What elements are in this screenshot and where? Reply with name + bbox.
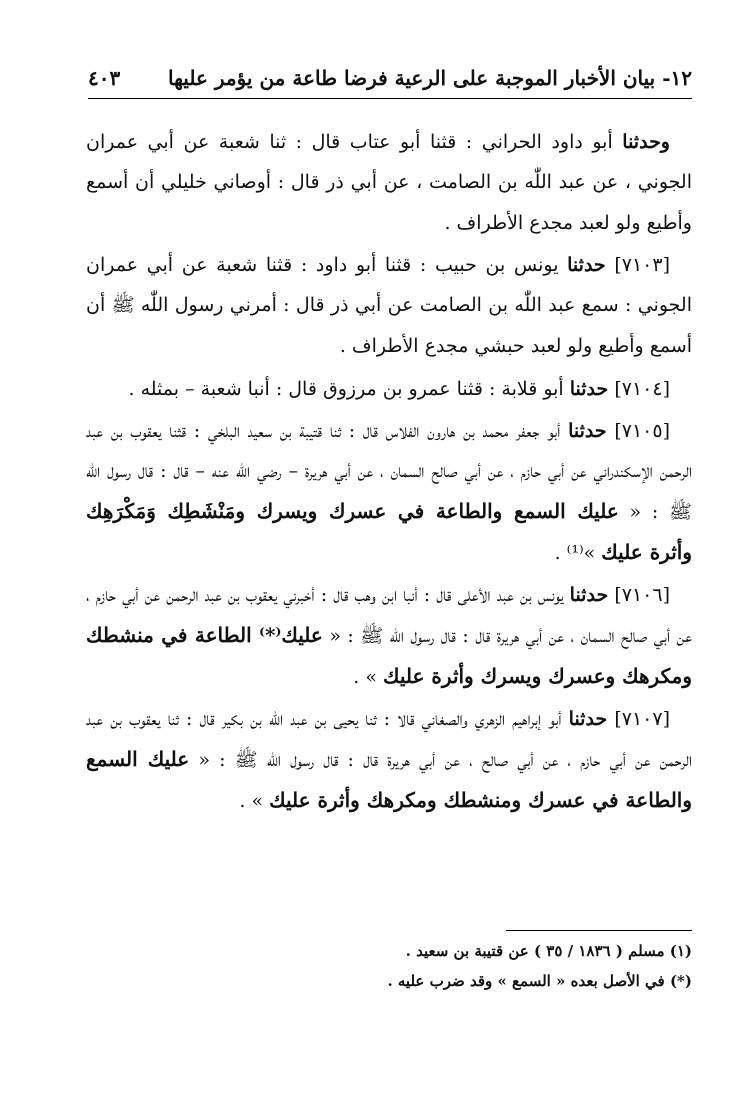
hadith-number: [٧١٠٧] xyxy=(614,708,670,730)
narration-lead: حدثنا xyxy=(569,378,609,400)
isnad-text: أبو قلابة : قثنا عمرو بن مرزوق قال : أنبا شعبة – بمثله . xyxy=(128,378,570,400)
isnad-text: أبو إبراهيم الزهري والصغاني قالا : ثنا يحيى بن عبد اللّٰه بن بكير قال : ثنا يعقوب بن عبد الرحمن عن أبي حازم ، عن أبي صالح ، عن أبي هريرة قال : قال رسول اللّٰه ﷺ : « xyxy=(86,708,693,771)
paragraph-tail: » . xyxy=(353,666,384,688)
hadith-paragraph xyxy=(86,411,692,573)
isnad-text: يونس بن عبد الأعلى قال : أنبا ابن وهب قال : أخبرني يعقوب بن عبد الرحمن عن أبي حازم ، عن أبي صالح السمان ، عن أبي هريرة قال : قال رسول اللّٰه ﷺ : « xyxy=(86,584,692,647)
matn-text: عليك⁽*⁾ الطاعة في منشطك ومكرهك وعسرك ويسرك وأثرة عليك xyxy=(86,623,692,688)
footnote: (١) مسلم ( ١٨٣٦ / ٣٥ ) عن قتيبة بن سعيد . xyxy=(405,942,692,960)
hadith-paragraph xyxy=(86,245,692,366)
isnad-text: أبو داود الحراني : قثنا أبو عتاب قال : ثنا شعبة عن أبي عمران الجوني ، عن عبد اللّٰه بن الصامت ، عن أبي ذر قال : أوصاني خليلي أن أسمع وأطيع ولو لعبد مجدع الأطراف . xyxy=(86,131,692,234)
narration-lead: حدثنا xyxy=(568,708,608,730)
hadith-paragraph xyxy=(86,122,692,243)
paragraph-tail: » . xyxy=(239,790,270,812)
matn-text: عليك السمع والطاعة في عسرك ويسرك ومَنْشَطِك وَمَكْرَهِك وأثرة عليك xyxy=(86,499,692,564)
hadith-number: [٧١٠٤] xyxy=(614,378,670,400)
hadith-paragraph xyxy=(86,699,692,821)
hadith-paragraph xyxy=(86,575,692,697)
matn-text: عليك السمع والطاعة في عسرك ومنشطك ومكرهك وأثرة عليك xyxy=(86,747,692,812)
paragraph-tail: »⁽¹⁾ . xyxy=(554,542,602,564)
narration-lead: حدثنا xyxy=(567,254,606,276)
narration-lead: وحدثنا xyxy=(622,131,670,153)
running-title: ١٢- بيان الأخبار الموجبة على الرعية فرضا طاعة من يؤمر عليها xyxy=(167,66,692,90)
footnote-divider xyxy=(506,930,692,931)
narration-lead: حدثنا xyxy=(568,420,607,442)
narration-lead: حدثنا xyxy=(569,584,609,606)
page-header xyxy=(88,58,692,99)
page-body xyxy=(86,122,692,821)
footnote: (*) في الأصل بعده « السمع » وقد ضرب عليه . xyxy=(387,972,692,990)
hadith-number: [٧١٠٥] xyxy=(614,420,671,442)
hadith-number: [٧١٠٣] xyxy=(614,254,670,276)
hadith-paragraph xyxy=(86,368,692,409)
page-number: ٤٠٣ xyxy=(88,66,121,90)
hadith-number: [٧١٠٦] xyxy=(614,584,670,606)
isnad-text: أبو جعفر محمد بن هارون الفلاس قال : ثنا قتيبة بن سعيد البلخي : قثنا يعقوب بن عبد الرحمن الإسكندراني عن أبي حازم ، عن أبي صالح السمان ، عن أبي هريرة – رضي اللّٰه عنه – قال : قال رسول اللّٰه ﷺ : « xyxy=(86,420,692,523)
isnad-text: يونس بن حبيب : قثنا أبو داود : قثنا شعبة عن أبي عمران الجوني : سمع عبد اللّٰه بن الصامت عن أبي ذر قال : أمرني رسول اللّٰه ﷺ أن أسمع وأطيع ولو لعبد حبشي مجدع الأطراف . xyxy=(86,254,692,357)
footnotes xyxy=(86,936,692,996)
